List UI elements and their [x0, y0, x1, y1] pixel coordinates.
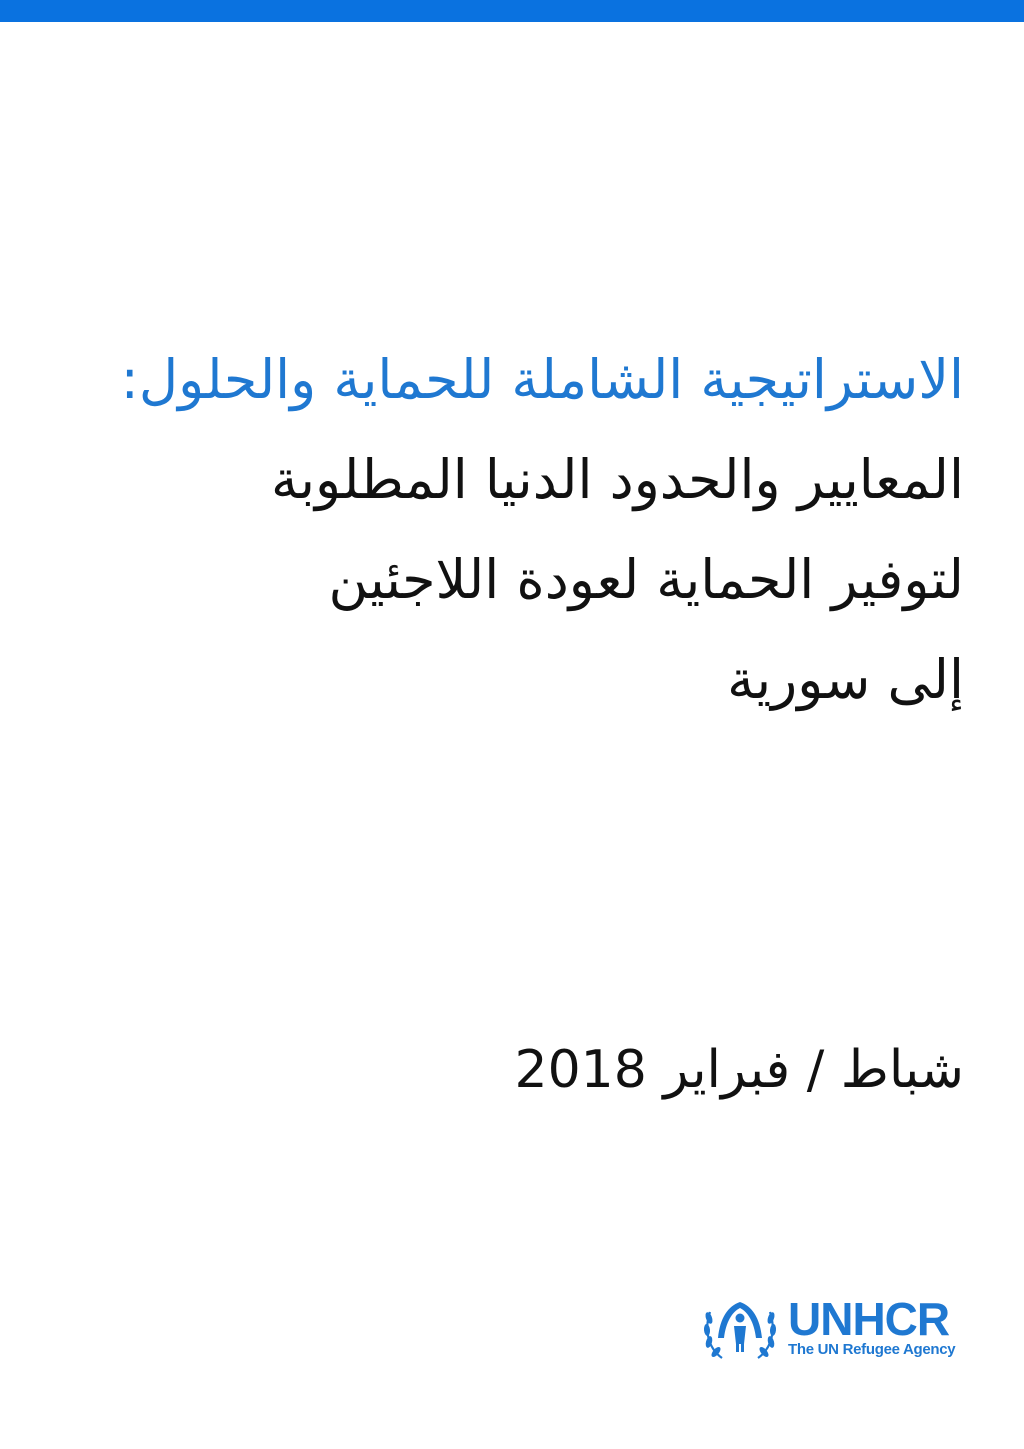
unhcr-logo [690, 1272, 998, 1384]
title-line-3: لتوفير الحماية لعودة اللاجئين [328, 548, 964, 611]
title-line-4: إلى سورية [727, 648, 964, 711]
publication-date: شباط / فبراير 2018 [514, 1040, 964, 1100]
logo-tagline: The UN Refugee Agency [788, 1341, 956, 1358]
logo-wordmark: UNHCR [788, 1293, 950, 1345]
title-line-2: المعايير والحدود الدنيا المطلوبة [271, 448, 964, 511]
document-title [64, 330, 964, 730]
title-line-1: الاستراتيجية الشاملة للحماية والحلول: [120, 348, 964, 411]
unhcr-emblem-icon [700, 1288, 780, 1368]
top-accent-bar [0, 0, 1024, 22]
